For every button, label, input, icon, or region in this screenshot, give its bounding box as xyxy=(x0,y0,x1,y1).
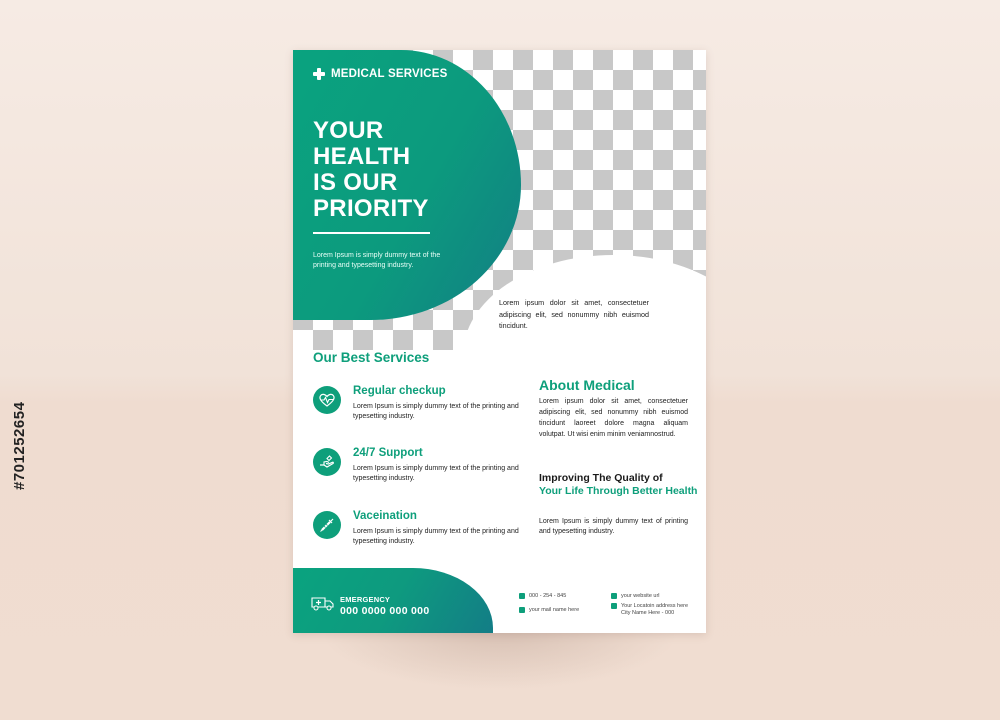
headline xyxy=(313,118,429,222)
service-description: Lorem Ipsum is simply dummy text of the printing and typesetting industry. xyxy=(353,528,519,545)
contact-website xyxy=(611,593,660,600)
flyer-shadow xyxy=(320,630,680,690)
hero-description: Lorem Ipsum is simply dummy text of the printing and typesetting industry. xyxy=(313,252,441,269)
contact-address xyxy=(611,603,691,616)
headline-line: PRIORITY xyxy=(313,195,429,222)
service-item xyxy=(313,511,523,561)
service-title: Regular checkup xyxy=(353,385,446,397)
service-item xyxy=(313,448,523,498)
ambulance-icon xyxy=(311,595,335,611)
about-text: Lorem ipsum dolor sit amet, consectetuer adipiscing elit, sed nonummy nibh euismod tincidunt laoreet dolore magna aliquam volutpat. Ut wisi enim minim veniamnostrud. xyxy=(539,398,688,438)
location-icon xyxy=(611,603,617,609)
contact-email xyxy=(519,607,579,614)
website-text: your website url xyxy=(621,593,660,599)
address-text: Your Locatoin address here City Name Here - 000 xyxy=(621,603,689,616)
emergency-panel xyxy=(293,568,493,633)
brand xyxy=(313,68,448,80)
services-title: Our Best Services xyxy=(313,350,430,365)
phone-icon xyxy=(519,593,525,599)
emergency-phone: 000 0000 000 000 xyxy=(340,605,430,617)
globe-icon xyxy=(611,593,617,599)
quality-description: Lorem Ipsum is simply dummy text of printing and typesetting industry. xyxy=(539,518,688,535)
service-title: Vaceination xyxy=(353,510,417,522)
headline-line: IS OUR xyxy=(313,169,398,196)
service-item xyxy=(313,386,523,436)
mail-icon xyxy=(519,607,525,613)
about-title: About Medical xyxy=(539,377,635,393)
medical-cross-icon xyxy=(313,68,325,80)
headline-line: HEALTH xyxy=(313,143,411,170)
quality-heading: Improving The Quality of xyxy=(539,472,663,484)
medical-flyer xyxy=(293,50,706,633)
quality-subheading: Your Life Through Better Health xyxy=(539,485,698,497)
photo-caption: Lorem ipsum dolor sit amet, consectetuer adipiscing elit, sed nonummy nibh euismod tincidunt. xyxy=(499,298,649,330)
headline-line: YOUR xyxy=(313,117,384,144)
contact-phone xyxy=(519,593,566,600)
syringe-icon xyxy=(313,511,341,539)
service-title: 24/7 Support xyxy=(353,447,423,459)
stock-id-watermark: #701252654 xyxy=(11,401,28,490)
heartbeat-icon xyxy=(313,386,341,414)
headline-underline xyxy=(313,232,430,234)
service-description: Lorem Ipsum is simply dummy text of the printing and typesetting industry. xyxy=(353,465,519,482)
phone-text: 000 - 254 - 845 xyxy=(529,593,567,599)
helping-hand-icon xyxy=(313,448,341,476)
service-description: Lorem Ipsum is simply dummy text of the printing and typesetting industry. xyxy=(353,403,519,420)
emergency-label: EMERGENCY xyxy=(340,595,391,604)
email-text: your mail name here xyxy=(529,607,580,613)
brand-label: MEDICAL SERVICES xyxy=(331,68,448,80)
